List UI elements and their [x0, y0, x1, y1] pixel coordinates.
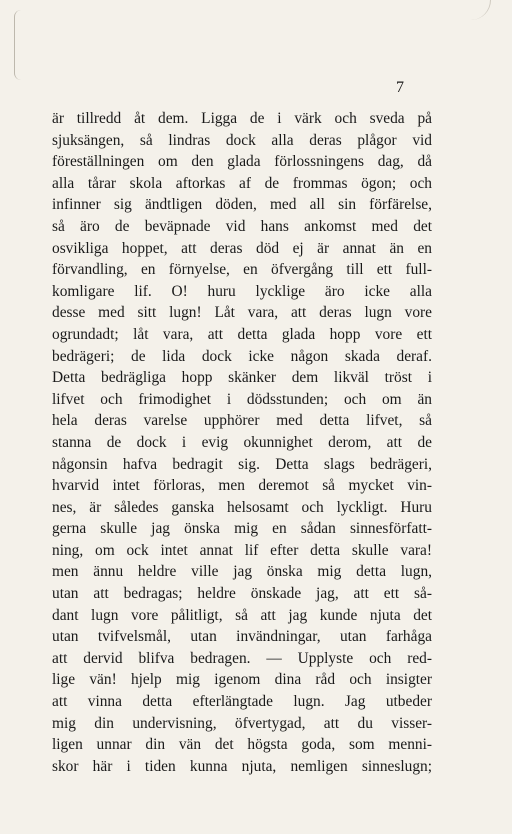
- text-line: så äro de beväpnade vid hans ankomst med det: [52, 217, 432, 235]
- page-number: 7: [396, 79, 404, 96]
- text-line: alla tårar skola aftorkas af de frommas ögon; och: [52, 174, 432, 192]
- text-line: nes, är således ganska helsosamt och lyckligt. Huru: [52, 498, 432, 516]
- text-line: mig din undervisning, öfvertygad, att du visser-: [52, 714, 432, 732]
- text-line: lige vän! hjelp mig igenom dina råd och insigter: [52, 671, 432, 689]
- text-line: gerna skulle jag önska mig en sådan sinnesförfatt-: [52, 520, 432, 538]
- text-line: ogrundadt; låt vara, att detta glada hopp vore ett: [52, 325, 432, 343]
- text-line: att vinna detta efterlängtade lugn. Jag utbeder: [52, 693, 432, 711]
- page-edge-mark: [14, 10, 21, 80]
- text-line: sjuksängen, så lindras dock alla deras plågor vid: [52, 131, 432, 149]
- text-line: bedrägeri; de lida dock icke någon skada deraf.: [52, 347, 432, 365]
- text-line: dant lugn vore pålitligt, så att jag kunde njuta det: [52, 606, 432, 624]
- text-line: ligen unnar din vän det högsta goda, som menni-: [52, 736, 432, 754]
- text-line: desse med sitt lugn! Låt vara, att deras lugn vore: [52, 304, 432, 322]
- text-line: utan tvifvelsmål, utan invändningar, utan farhåga: [52, 628, 432, 646]
- text-line: osvikliga hoppet, att deras död ej är annat än en: [52, 239, 432, 257]
- text-line: stanna de dock i evig okunnighet derom, att de: [52, 433, 432, 451]
- text-line: men ännu heldre ville jag önska mig detta lugn,: [52, 563, 432, 581]
- body-text: [52, 108, 432, 777]
- text-line: utan att bedragas; heldre önskade jag, att ett så-: [52, 585, 432, 603]
- text-line: skor här i tiden kunna njuta, nemligen sinneslugn;: [52, 757, 432, 775]
- text-line: Detta bedrägliga hopp skänker dem likväl tröst i: [52, 369, 432, 387]
- text-line: komligare lif. O! huru lycklige äro icke alla: [52, 282, 432, 300]
- page-corner-mark: [470, 0, 491, 20]
- text-line: infinner sig ändtligen döden, med all sin förfärelse,: [52, 196, 432, 214]
- text-line: ning, om ock intet annat lif efter detta skulle vara!: [52, 541, 432, 559]
- text-line: hela deras varelse upphörer med detta lifvet, så: [52, 412, 432, 430]
- text-line: lifvet och frimodighet i dödsstunden; och om än: [52, 390, 432, 408]
- text-line: är tillredd åt dem. Ligga de i värk och sveda på: [52, 110, 432, 127]
- text-line: föreställningen om den glada förlossningens dag, då: [52, 153, 432, 171]
- text-line: att dervid blifva bedragen. — Upplyste och red-: [52, 649, 432, 667]
- text-line: förvandling, en förnyelse, en öfvergång till ett full-: [52, 261, 432, 279]
- text-line: någonsin hafva bedragit sig. Detta slags bedrägeri,: [52, 455, 432, 473]
- text-line: hvarvid intet förloras, men deremot så mycket vin-: [52, 477, 432, 495]
